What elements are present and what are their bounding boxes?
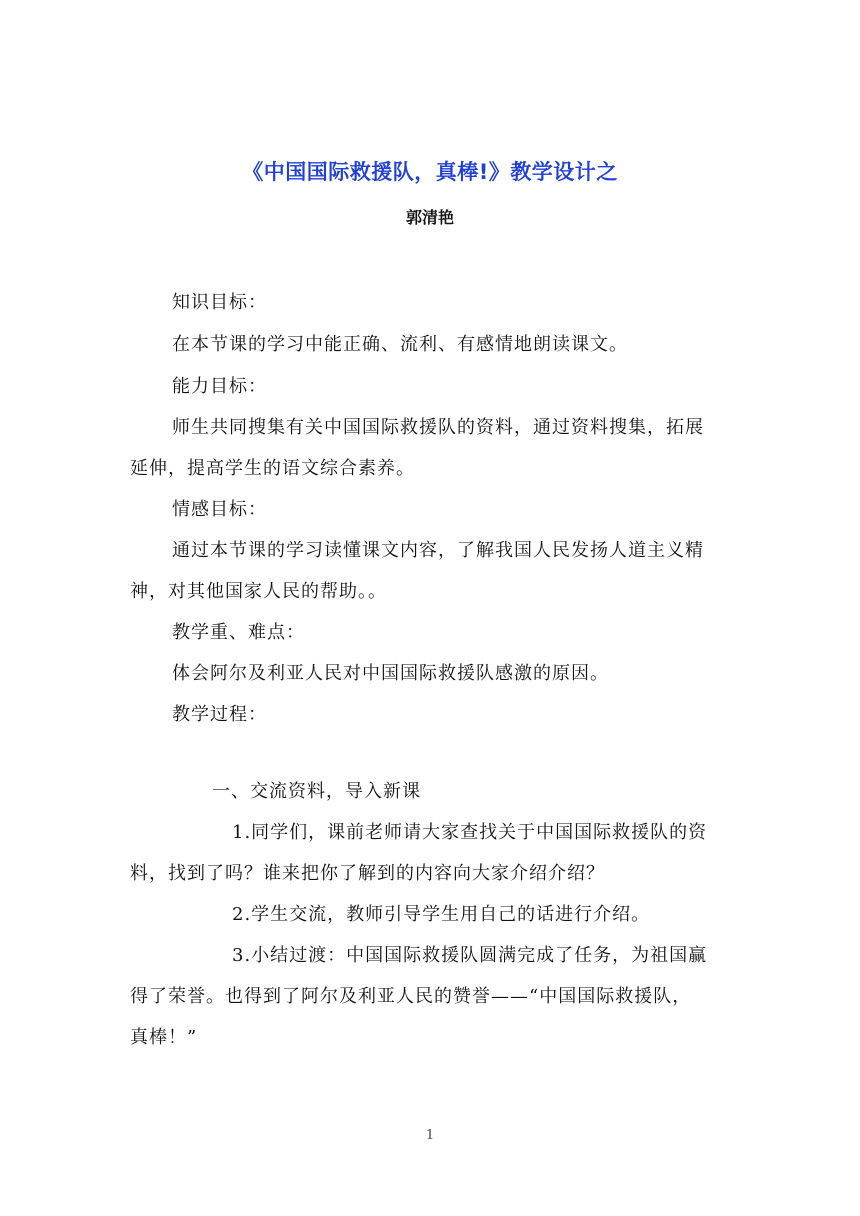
section-heading: 一、交流资料，导入新课 <box>212 781 421 802</box>
heading-key-points: 教学重、难点： <box>172 622 305 643</box>
heading-emotion-goal: 情感目标： <box>172 499 267 520</box>
body-line: 1.同学们，课前老师请大家查找关于中国国际救援队的资 <box>232 822 708 843</box>
document-title: 《中国国际救援队，真棒!》教学设计之 <box>242 160 618 184</box>
heading-ability-goal: 能力目标： <box>172 376 267 397</box>
author-name: 郭清艳 <box>405 208 454 227</box>
body-line: 料，找到了吗？谁来把你了解到的内容向大家介绍介绍？ <box>130 863 605 884</box>
body-line: 通过本节课的学习读懂课文内容，了解我国人民发扬人道主义精 <box>172 540 704 561</box>
body-line: 在本节课的学习中能正确、流利、有感情地朗读课文。 <box>172 334 628 355</box>
body-line: 得了荣誉。也得到了阿尔及利亚人民的赞誉——“中国国际救援队， <box>130 986 692 1007</box>
heading-knowledge-goal: 知识目标： <box>172 292 267 313</box>
heading-teaching-process: 教学过程： <box>172 704 267 725</box>
body-line: 体会阿尔及利亚人民对中国国际救援队感激的原因。 <box>172 663 609 684</box>
page-number: 1 <box>425 1128 435 1143</box>
body-line: 延伸，提高学生的语文综合素养。 <box>130 458 415 479</box>
body-line: 3.小结过渡：中国国际救援队圆满完成了任务，为祖国赢 <box>232 945 708 966</box>
body-line: 真棒！” <box>130 1027 198 1048</box>
body-line: 师生共同搜集有关中国国际救援队的资料，通过资料搜集，拓展 <box>172 417 704 438</box>
body-line: 神，对其他国家人民的帮助。。 <box>130 581 387 602</box>
body-line: 2.学生交流，教师引导学生用自己的话进行介绍。 <box>232 904 651 925</box>
